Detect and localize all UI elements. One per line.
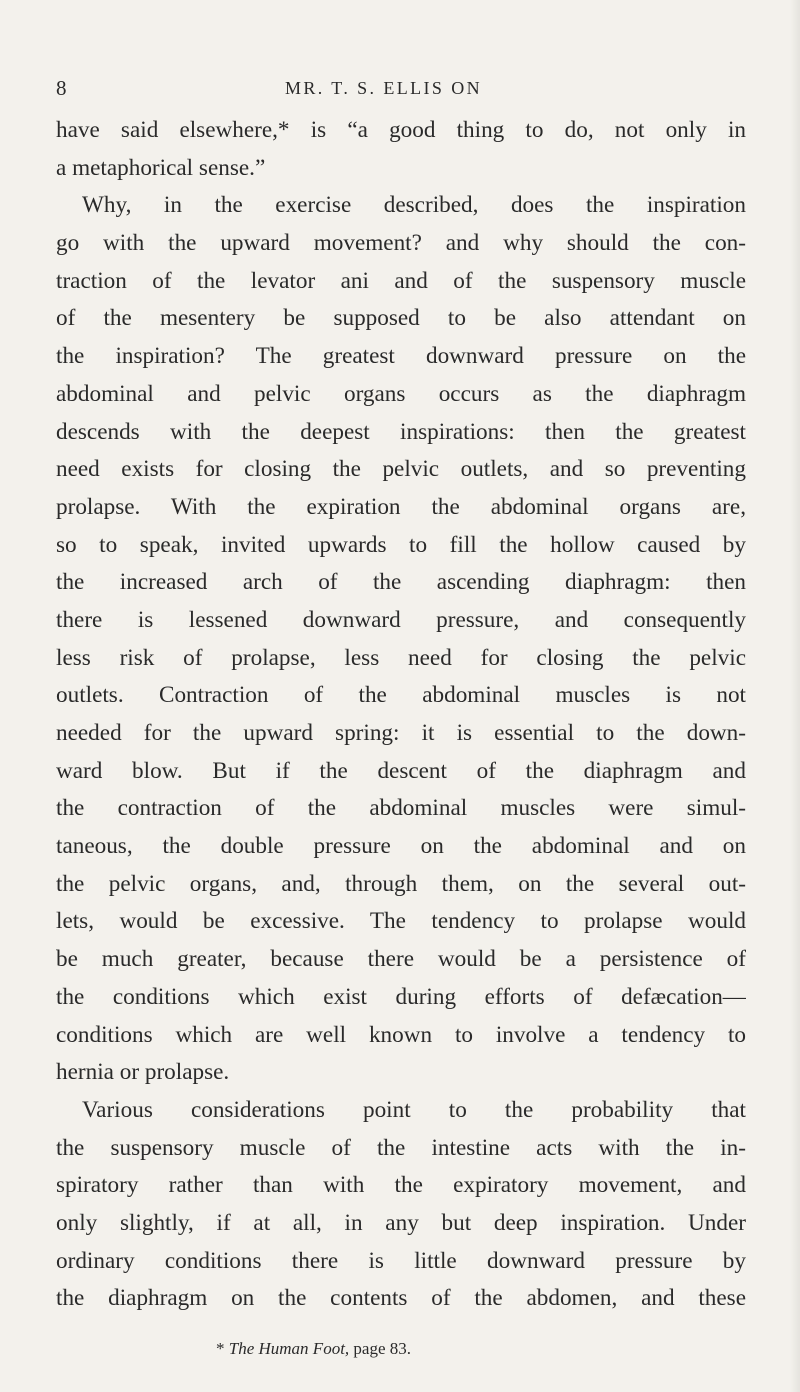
footnote-book-title: The Human Foot, bbox=[228, 1339, 350, 1358]
text-line: the suspensory muscle of the intestine acts with the in- bbox=[56, 1134, 746, 1161]
text-line: Why, in the exercise described, does the inspiration bbox=[82, 192, 746, 219]
text-line: be much greater, because there would be a persistence of bbox=[56, 946, 746, 973]
text-line: lets, would be excessive. The tendency to prolapse would bbox=[56, 908, 746, 935]
text-line: spiratory rather than with the expiratory movement, and bbox=[56, 1172, 746, 1199]
text-line: a metaphorical sense.” bbox=[56, 154, 266, 181]
text-line: have said elsewhere,* is “a good thing to do, not only in bbox=[56, 117, 746, 143]
footnote-marker: * bbox=[216, 1339, 225, 1358]
text-line: less risk of prolapse, less need for closing the pelvic bbox=[56, 644, 746, 671]
page-number: 8 bbox=[56, 76, 67, 100]
footnote bbox=[216, 1339, 411, 1359]
page-header bbox=[0, 76, 800, 104]
text-line: only slightly, if at all, in any but deep inspiration. Under bbox=[56, 1209, 746, 1236]
text-line: of the mesentery be supposed to be also attendant on bbox=[56, 305, 746, 332]
footnote-page-ref: page 83. bbox=[353, 1339, 412, 1358]
text-line: conditions which are well known to involve a tendency to bbox=[56, 1021, 746, 1048]
text-line: descends with the deepest inspirations: then the greatest bbox=[56, 418, 746, 445]
text-line: needed for the upward spring: it is essential to the down- bbox=[56, 720, 746, 746]
text-line: ordinary conditions there is little downward pressure by bbox=[56, 1247, 746, 1274]
text-line: Various considerations point to the probability that bbox=[82, 1096, 746, 1123]
page-edge-shadow bbox=[790, 0, 800, 1392]
text-line: ward blow. But if the descent of the diaphragm and bbox=[56, 757, 746, 784]
body-text bbox=[56, 112, 746, 1318]
text-line: the contraction of the abdominal muscles were simul- bbox=[56, 795, 746, 822]
text-line: the inspiration? The greatest downward pressure on the bbox=[56, 343, 746, 370]
text-line: the conditions which exist during efforts of defæcation— bbox=[56, 983, 746, 1010]
text-line: the pelvic organs, and, through them, on the several out- bbox=[56, 870, 746, 897]
text-line: taneous, the double pressure on the abdominal and on bbox=[56, 833, 746, 860]
text-line: prolapse. With the expiration the abdominal organs are, bbox=[56, 493, 746, 520]
text-line: traction of the levator ani and of the suspensory muscle bbox=[56, 267, 746, 294]
text-line: hernia or prolapse. bbox=[56, 1059, 230, 1086]
text-line: abdominal and pelvic organs occurs as the diaphragm bbox=[56, 380, 746, 407]
text-line: there is lessened downward pressure, and consequently bbox=[56, 606, 746, 633]
text-line: the diaphragm on the contents of the abdomen, and these bbox=[56, 1285, 746, 1312]
text-line: so to speak, invited upwards to fill the hollow caused by bbox=[56, 531, 746, 558]
running-head: MR. T. S. ELLIS ON bbox=[285, 78, 483, 98]
text-line: need exists for closing the pelvic outlets, and so preventing bbox=[56, 456, 746, 483]
text-line: go with the upward movement? and why should the con- bbox=[56, 230, 746, 257]
text-line: outlets. Contraction of the abdominal muscles is not bbox=[56, 682, 746, 709]
text-line: the increased arch of the ascending diaphragm: then bbox=[56, 569, 746, 596]
